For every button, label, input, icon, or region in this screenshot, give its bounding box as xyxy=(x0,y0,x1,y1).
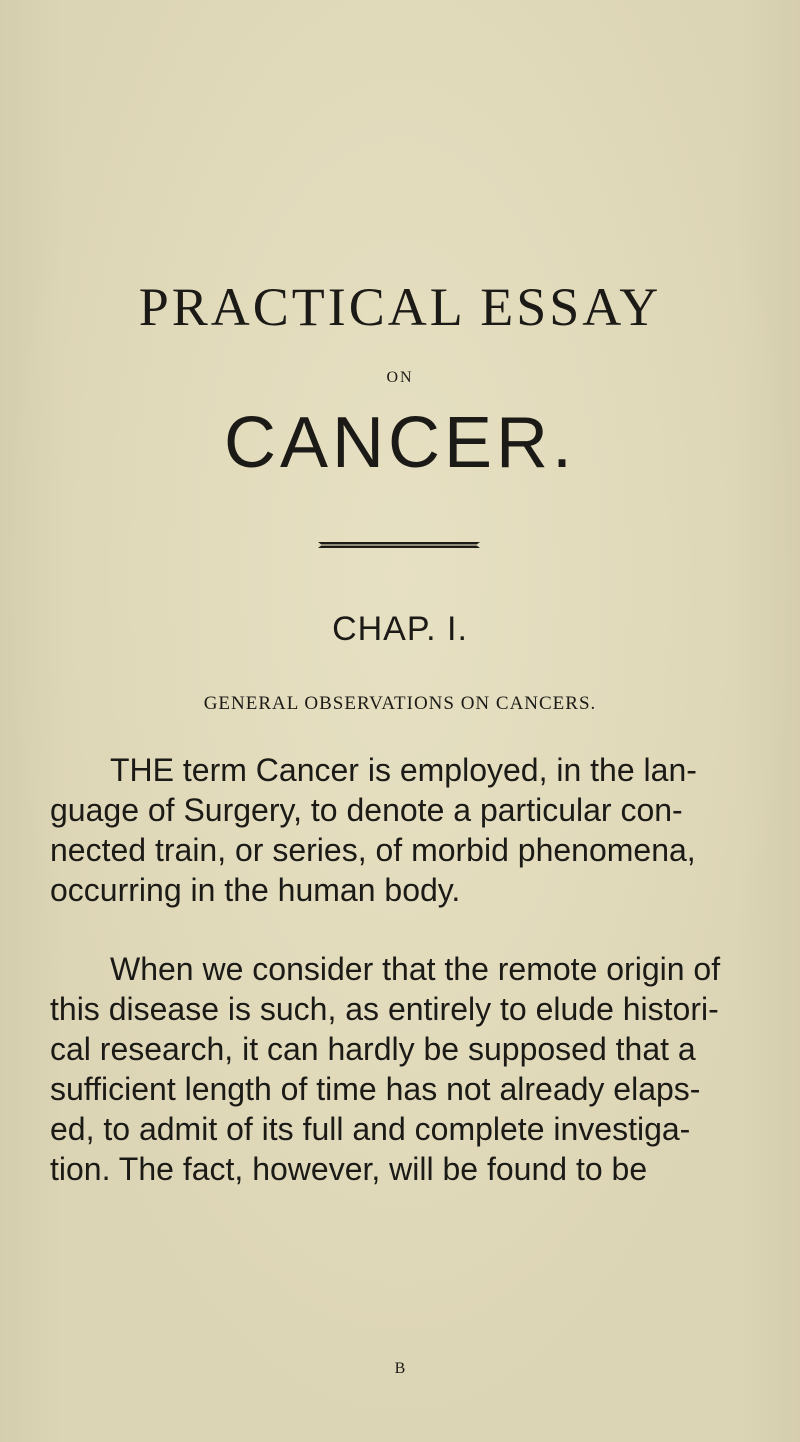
body-line: When we consider that the remote origin of xyxy=(110,951,721,987)
essay-subject: CANCER. xyxy=(223,403,577,483)
body-line: tion. The fact, however, will be found to be xyxy=(50,1151,648,1187)
chapter-subtitle: GENERAL OBSERVATIONS ON CANCERS. xyxy=(203,693,597,714)
body-line: cal research, it can hardly be supposed that a xyxy=(50,1031,696,1067)
body-line: sufficient length of time has not already elaps- xyxy=(50,1071,701,1107)
body-line: nected train, or series, of morbid phenomena, xyxy=(50,832,696,868)
essay-title: PRACTICAL ESSAY xyxy=(138,277,662,337)
chapter-number: CHAP. I. xyxy=(332,610,468,648)
body-line: guage of Surgery, to denote a particular con- xyxy=(50,792,683,828)
title-preposition: ON xyxy=(386,369,414,386)
body-line: ed, to admit of its full and complete investiga- xyxy=(50,1111,691,1147)
signature-mark: B xyxy=(394,1360,406,1377)
body-line: this disease is such, as entirely to elude histori- xyxy=(50,991,719,1027)
body-line: occurring in the human body. xyxy=(50,872,461,908)
body-line: THE term Cancer is employed, in the lan- xyxy=(110,752,697,788)
decorative-rule xyxy=(316,540,482,550)
